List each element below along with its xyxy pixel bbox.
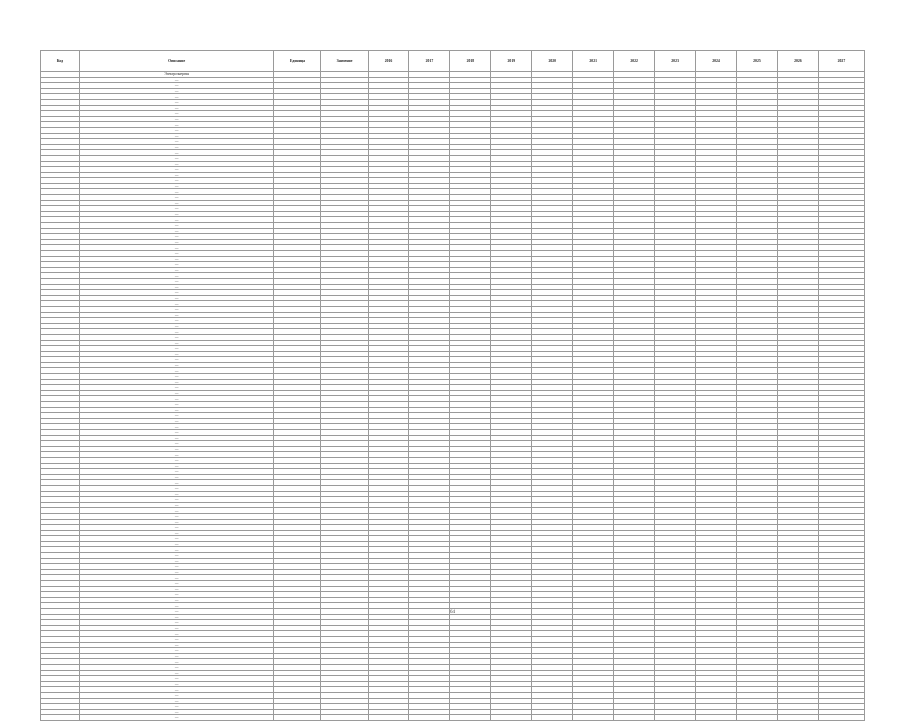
table-cell: — [79, 273, 273, 279]
table-cell: — [79, 284, 273, 290]
column-header: 2021 [573, 51, 614, 72]
table-cell: — [79, 592, 273, 598]
table-cell: — [79, 111, 273, 117]
table-cell: — [79, 116, 273, 122]
table-cell: — [79, 564, 273, 570]
table-cell: — [79, 558, 273, 564]
table-cell: — [79, 278, 273, 284]
table-cell [573, 715, 614, 721]
table-cell: — [79, 681, 273, 687]
table-cell: — [79, 457, 273, 463]
table-cell [409, 715, 450, 721]
table-cell: — [79, 698, 273, 704]
table-cell: — [79, 424, 273, 430]
table-cell: — [79, 553, 273, 559]
table-cell: — [79, 502, 273, 508]
column-header: Описание [79, 51, 273, 72]
table-cell: — [79, 525, 273, 531]
table-cell: — [79, 508, 273, 514]
column-header: 2024 [696, 51, 737, 72]
table-cell: — [79, 670, 273, 676]
table-cell: — [79, 329, 273, 335]
table-cell: — [79, 407, 273, 413]
table-cell: — [79, 441, 273, 447]
table-cell: — [79, 642, 273, 648]
table-cell [696, 715, 737, 721]
table-cell: — [79, 200, 273, 206]
table-cell: — [79, 346, 273, 352]
table-cell: — [79, 485, 273, 491]
table-cell: — [79, 374, 273, 380]
table-cell: — [79, 99, 273, 105]
table-cell: — [79, 368, 273, 374]
column-header: 2027 [818, 51, 864, 72]
table-cell: — [79, 609, 273, 615]
table-cell: — [79, 463, 273, 469]
table-cell: — [79, 491, 273, 497]
table-cell: — [79, 715, 273, 721]
column-header: 2017 [409, 51, 450, 72]
table-cell: — [79, 122, 273, 128]
table-cell [41, 715, 80, 721]
column-header: 2016 [368, 51, 409, 72]
table-cell: — [79, 692, 273, 698]
table-header [41, 51, 865, 72]
table-cell: — [79, 189, 273, 195]
table-cell: — [79, 172, 273, 178]
table-body [41, 72, 865, 721]
table-cell: — [79, 245, 273, 251]
table-cell: — [79, 569, 273, 575]
table-cell [532, 715, 573, 721]
table-cell: — [79, 234, 273, 240]
table-cell: — [79, 704, 273, 710]
table-cell: — [79, 648, 273, 654]
table-cell [614, 715, 655, 721]
table-cell: — [79, 687, 273, 693]
column-header: 2023 [655, 51, 696, 72]
table-cell [777, 715, 818, 721]
table-cell: — [79, 183, 273, 189]
table-cell: — [79, 251, 273, 257]
column-header: 2022 [614, 51, 655, 72]
table-cell: — [79, 474, 273, 480]
table-cell: — [79, 301, 273, 307]
column-header: Значение [321, 51, 368, 72]
table-cell: — [79, 497, 273, 503]
table-cell [818, 715, 864, 721]
table-cell: — [79, 620, 273, 626]
table-cell: — [79, 625, 273, 631]
table-cell: — [79, 105, 273, 111]
table-cell: — [79, 379, 273, 385]
table-cell [450, 715, 491, 721]
table-cell: — [79, 211, 273, 217]
table-cell: — [79, 161, 273, 167]
table-cell: — [79, 323, 273, 329]
column-header: Код [41, 51, 80, 72]
table-cell: — [79, 390, 273, 396]
table-cell: — [79, 362, 273, 368]
table-cell: — [79, 446, 273, 452]
page-number: 64 [450, 610, 455, 615]
table-cell: — [79, 586, 273, 592]
table-cell: — [79, 262, 273, 268]
table-cell: — [79, 357, 273, 363]
table-cell: — [79, 133, 273, 139]
table-cell: — [79, 217, 273, 223]
table-cell: — [79, 452, 273, 458]
table-cell [321, 715, 368, 721]
table-cell: — [79, 267, 273, 273]
table-cell: — [79, 150, 273, 156]
column-header: Единица [274, 51, 321, 72]
table-cell: — [79, 547, 273, 553]
column-header: 2019 [491, 51, 532, 72]
table-cell: — [79, 239, 273, 245]
table-cell: — [79, 334, 273, 340]
table-cell: — [79, 228, 273, 234]
table-cell: — [79, 603, 273, 609]
table-cell: — [79, 413, 273, 419]
table-cell: — [79, 709, 273, 715]
table-cell [736, 715, 777, 721]
column-header: 2025 [736, 51, 777, 72]
table-cell: — [79, 318, 273, 324]
table-cell [655, 715, 696, 721]
table-cell: — [79, 418, 273, 424]
table-cell: — [79, 206, 273, 212]
table-cell: — [79, 223, 273, 229]
table-cell: — [79, 480, 273, 486]
document-page [40, 50, 865, 721]
table-cell: — [79, 664, 273, 670]
table-cell: — [79, 636, 273, 642]
table-row [41, 715, 865, 721]
table-cell: — [79, 340, 273, 346]
table-cell [274, 715, 321, 721]
table-cell: — [79, 469, 273, 475]
table-cell: Электроэнергия [79, 72, 273, 78]
table-cell: — [79, 295, 273, 301]
table-cell [491, 715, 532, 721]
table-cell: — [79, 396, 273, 402]
table-cell: — [79, 597, 273, 603]
data-table [40, 50, 865, 721]
table-cell: — [79, 614, 273, 620]
table-cell: — [79, 402, 273, 408]
table-cell: — [79, 256, 273, 262]
header-row [41, 51, 865, 72]
table-cell: — [79, 575, 273, 581]
table-cell: — [79, 430, 273, 436]
table-cell: — [79, 631, 273, 637]
table-cell: — [79, 290, 273, 296]
table-cell: — [79, 94, 273, 100]
table-cell: — [79, 77, 273, 83]
column-header: 2026 [777, 51, 818, 72]
table-cell: — [79, 541, 273, 547]
table-cell: — [79, 167, 273, 173]
table-cell: — [79, 144, 273, 150]
table-cell: — [79, 659, 273, 665]
table-cell: — [79, 676, 273, 682]
table-cell: — [79, 530, 273, 536]
table-cell: — [79, 139, 273, 145]
table-cell: — [79, 127, 273, 133]
table-cell: — [79, 435, 273, 441]
table-cell: — [79, 306, 273, 312]
table-cell: — [79, 513, 273, 519]
column-header: 2020 [532, 51, 573, 72]
table-cell [368, 715, 409, 721]
table-cell: — [79, 83, 273, 89]
column-header: 2018 [450, 51, 491, 72]
table-cell: — [79, 581, 273, 587]
table-cell: — [79, 385, 273, 391]
table-cell: — [79, 536, 273, 542]
table-cell: — [79, 155, 273, 161]
table-cell: — [79, 88, 273, 94]
table-cell: — [79, 178, 273, 184]
table-cell: — [79, 195, 273, 201]
table-cell: — [79, 351, 273, 357]
table-cell: — [79, 312, 273, 318]
table-cell: — [79, 653, 273, 659]
table-cell: — [79, 519, 273, 525]
